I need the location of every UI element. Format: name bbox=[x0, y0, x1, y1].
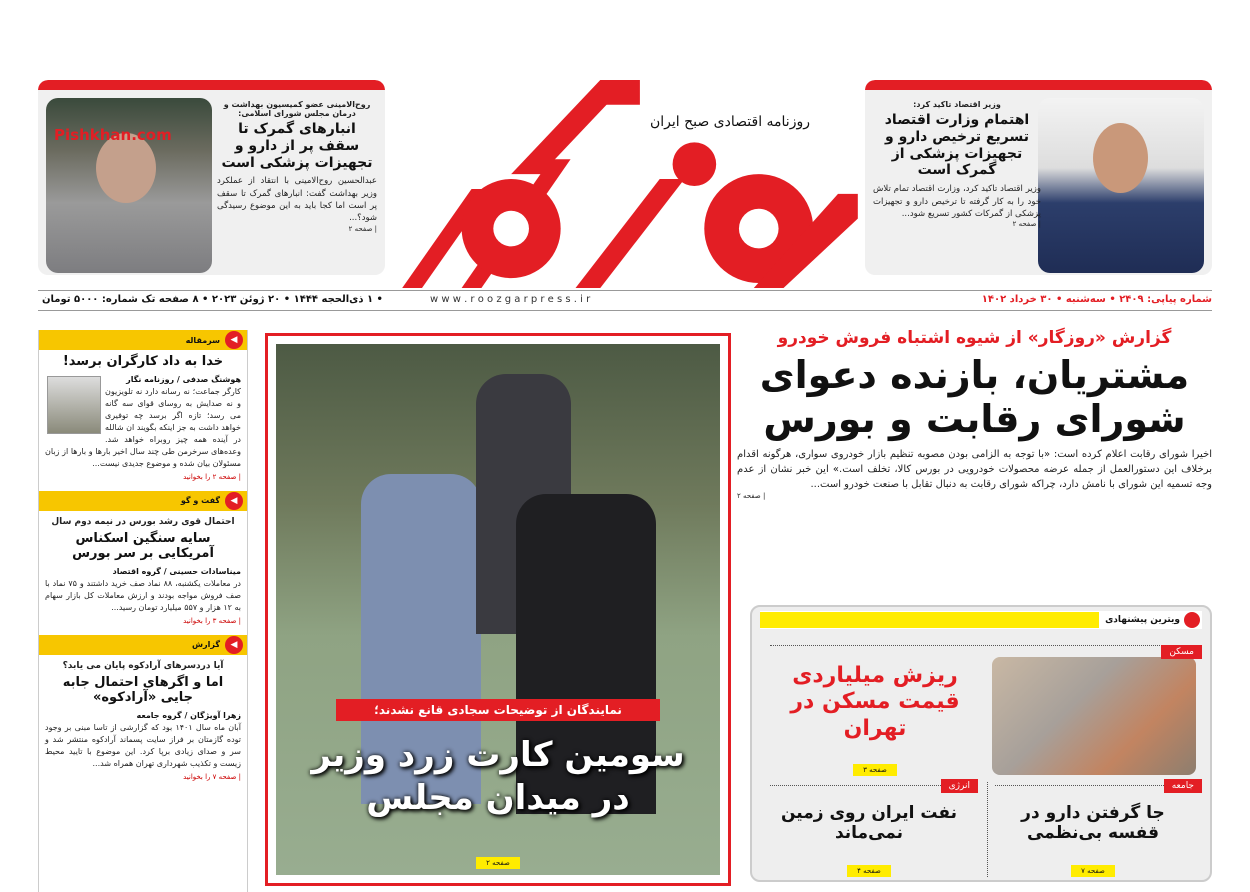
section-header: ◀ گفت و گو bbox=[39, 491, 247, 511]
page-ref: صفحه ۴ bbox=[847, 865, 891, 877]
interview[interactable] bbox=[39, 491, 247, 631]
kicker: احتمال قوی رشد بورس در نیمه دوم سال bbox=[51, 516, 235, 527]
story-title: انبارهای گمرک تا سقف پر از دارو و تجهیزات پزشکی است bbox=[221, 121, 373, 171]
author-photo bbox=[47, 376, 101, 434]
website-url[interactable]: w w w . r o o z g a r p r e s s . i r bbox=[430, 294, 591, 305]
interview-title: سایه سنگین اسکناس آمریکایی بر سر بورس bbox=[72, 530, 214, 562]
story-kicker: وزیر اقتصاد تاکید کرد: bbox=[913, 100, 1001, 109]
watermark: Pishkhan.com bbox=[54, 126, 172, 144]
photo-title: سومین کارت زرد وزیر در میدان مجلس bbox=[311, 735, 685, 818]
report-title: اما و اگرهای احتمال جابه جایی «آرادکوه» bbox=[62, 674, 224, 706]
page-ref: صفحه ۳ bbox=[853, 764, 897, 776]
showcase-box bbox=[750, 605, 1212, 882]
author: زهرا آویژگان / گروه جامعه bbox=[136, 710, 241, 720]
tag: جامعه bbox=[1164, 779, 1202, 793]
minister-photo bbox=[1038, 98, 1204, 273]
red-bar bbox=[38, 80, 385, 90]
page-ref: | صفحه ۲ bbox=[348, 224, 377, 233]
story-body: وزیر اقتصاد تاکید کرد، وزارت اقتصاد تمام تلاش خود را به کار گرفته تا ترخیص دارو و تجهیزات پزشکی از گمرکات کشور تسریع شود... bbox=[873, 184, 1041, 219]
editorial-title: خدا به داد کارگران برسد! bbox=[62, 354, 224, 369]
mp-photo bbox=[46, 98, 212, 273]
top-right-story[interactable] bbox=[865, 80, 1212, 275]
lead-story[interactable] bbox=[737, 328, 1212, 500]
page-ref: | صفحه ۲ bbox=[737, 492, 766, 501]
triangle-icon: ◀ bbox=[225, 492, 243, 510]
lead-kicker: گزارش «روزگار» از شیوه اشتباه فروش خودرو bbox=[777, 328, 1172, 348]
story-title: اهتمام وزارت اقتصاد تسریع ترخیص دارو و تجهیزات پزشکی از گمرک است bbox=[884, 112, 1030, 179]
tagline: روزنامه اقتصادی صبح ایران bbox=[649, 114, 810, 130]
page-ref[interactable]: | صفحه ۳ را بخوانید bbox=[183, 616, 241, 625]
showcase-title: نفت ایران روی زمین نمی‌ماند bbox=[781, 803, 957, 844]
showcase-item-society[interactable] bbox=[984, 779, 1202, 879]
showcase-header: ویترین پیشنهادی bbox=[1105, 615, 1180, 625]
showcase-icon bbox=[1184, 612, 1200, 628]
author: هوشنگ صدفی / روزنامه نگار bbox=[126, 374, 241, 384]
editorial[interactable] bbox=[39, 330, 247, 487]
lead-title: مشتریان، بازنده دعوای شورای رقابت و بورس bbox=[759, 353, 1190, 441]
masthead-logo bbox=[400, 80, 860, 288]
lead-body: اخیرا شورای رقابت اعلام کرده است: «با توجه به الزامی بودن مصوبه تنظیم بازار خودروی سواری، هرگونه اقدام برخلاف این دستورالعمل از جمله عرضه محصولات خودرویی در بورس کالا، تخلف است.» این خبر نشان از عدم وجه تسمیه این شورای با نامش دارد، چراکه شورای رقابت به دنبال تقابل با صنعت خودرو است... bbox=[737, 449, 1212, 491]
showcase-title: ریزش میلیاردی قیمت مسکن در تهران bbox=[790, 663, 960, 741]
parliament-photo bbox=[276, 344, 720, 875]
showcase-item-energy[interactable] bbox=[760, 779, 978, 879]
triangle-icon: ◀ bbox=[225, 636, 243, 654]
page-ref[interactable]: | صفحه ۷ را بخوانید bbox=[183, 772, 241, 781]
triangle-icon: ◀ bbox=[225, 331, 243, 349]
section-header: ◀ سرمقاله bbox=[39, 330, 247, 350]
tag: انرژی bbox=[941, 779, 978, 793]
left-column bbox=[38, 330, 248, 892]
editorial-body: کارگر جماعت؛ نه رسانه دارد نه تلویزیون و نه صدایش به روسای قوای سه گانه می رسد؛ تازه اگر برسد چه توفیری خواهد داشت به جز اینکه بگویند ان شالله در آینده همه چیز روبراه خواهد شد. وعده‌های سرخرمن طی چند سال اخیر بارها و بارها از زبان مسئولان بیان شده و موضوع جدیدی نیست... bbox=[45, 386, 241, 468]
interview-body: در معاملات یکشنبه، ۸۸ نماد صف خرید داشتند و ۷۵ نماد با صف فروش مواجه بودند و ارزش معاملات کل بازار سهام به ۱۲ هزار و ۵۵۷ میلیارد تومان رسید... bbox=[45, 578, 241, 612]
showcase-title: جا گرفتن دارو در قفسه بی‌نظمی bbox=[1021, 803, 1165, 844]
showcase-item-housing[interactable] bbox=[760, 645, 1202, 777]
kicker: آیا دردسرهای آرادکوه پایان می یابد؟ bbox=[62, 660, 224, 671]
page-ref[interactable]: | صفحه ۲ را بخوانید bbox=[183, 472, 241, 481]
photo-kicker: نمایندگان از توضیحات سجادی قانع نشدند؛ bbox=[336, 699, 660, 721]
divider bbox=[38, 310, 1212, 311]
date-price-info: • ۱ ذی‌الحجه ۱۴۴۴ • ۲۰ ژوئن ۲۰۲۳ • ۸ صفحه تک شماره: ۵۰۰۰ تومان bbox=[42, 294, 383, 305]
story-body: عبدالحسین روح‌الامینی با انتقاد از عملکرد وزیر بهداشت گفت: انبارهای گمرک تا سقف پر است اما کجا باید به این موضوع رسیدگی شود؟... bbox=[217, 176, 377, 224]
story-kicker: روح‌الامینی عضو کمیسیون بهداشت و درمان مجلس شورای اسلامی: bbox=[223, 100, 371, 118]
page-ref[interactable]: صفحه ۲ bbox=[476, 857, 520, 869]
photo-story[interactable] bbox=[265, 333, 731, 886]
issue-info: شماره پیاپی: ۲۴۰۹ • سه‌شنبه • ۳۰ خرداد ۱۴۰۲ bbox=[981, 294, 1212, 305]
report[interactable] bbox=[39, 635, 247, 787]
author: میناسادات حسینی / گروه اقتصاد bbox=[112, 566, 241, 576]
page-ref: | صفحه ۲ bbox=[1012, 220, 1041, 229]
section-header: ◀ گزارش bbox=[39, 635, 247, 655]
report-body: آبان ماه سال ۱۴۰۱ بود که گزارشی از تاسا مبنی بر وجود توده گازمتان بر فراز سایت پسماند آرادکوه منتشر شد و سر و صدای زیادی برپا کرد. این موضوع با تایید محیط زیست و تکذیب شهرداری تهران همراه شد... bbox=[45, 722, 241, 768]
page-ref: صفحه ۷ bbox=[1071, 865, 1115, 877]
top-left-story[interactable] bbox=[38, 80, 385, 275]
housing-photo bbox=[992, 657, 1196, 775]
red-bar bbox=[865, 80, 1212, 90]
tag: مسکن bbox=[1161, 645, 1202, 659]
divider bbox=[38, 290, 1212, 291]
